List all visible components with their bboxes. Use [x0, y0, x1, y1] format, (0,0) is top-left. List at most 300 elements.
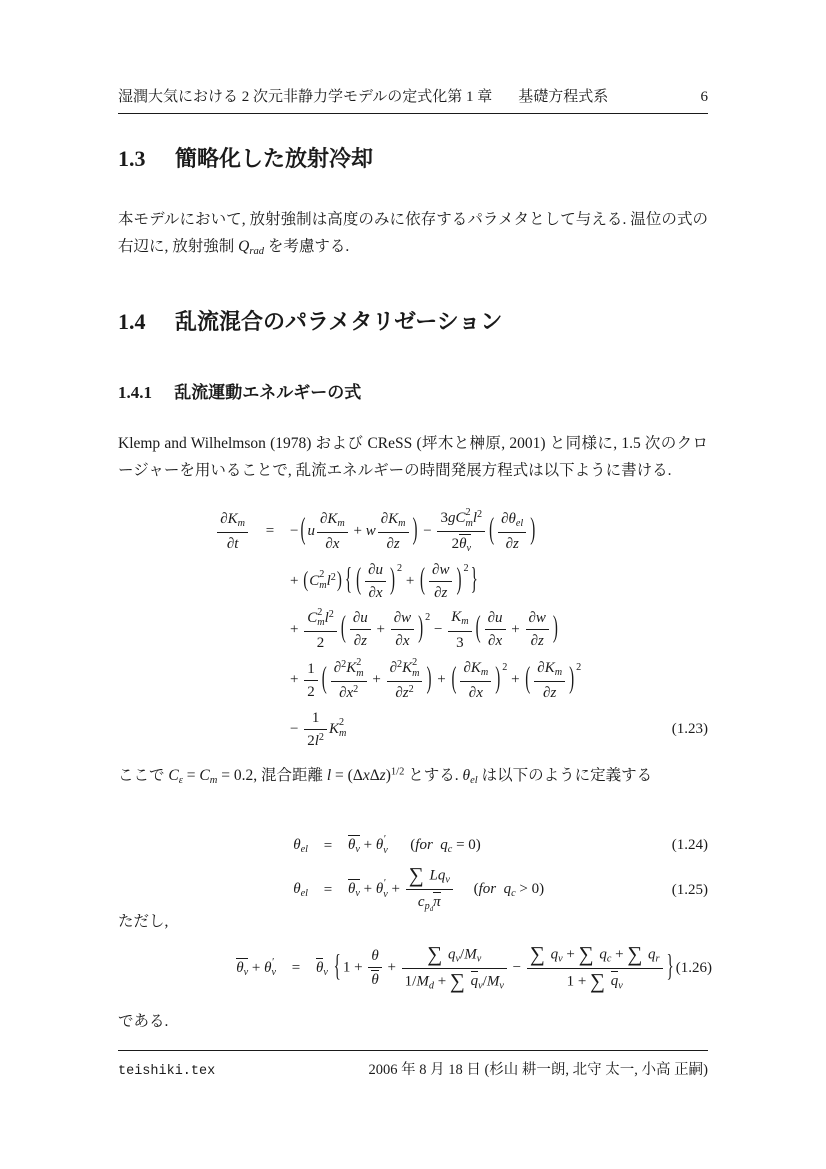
math-numerator: $\partial K_m$	[537, 659, 563, 678]
math-fraction	[368, 947, 381, 989]
math-denominator	[368, 967, 381, 989]
math-overline: θ	[371, 972, 379, 989]
equation-row	[118, 709, 708, 750]
math-fraction	[460, 659, 491, 702]
page-footer	[118, 1050, 708, 1079]
math-roman: 3	[456, 634, 464, 651]
math-delimiter: (	[300, 513, 306, 547]
math-roman: 2	[477, 509, 483, 521]
math-scripts	[383, 879, 388, 900]
math-sub: v	[618, 980, 623, 992]
math-denominator: $c_{p_d}\pi$	[406, 889, 453, 914]
math-overline: θ	[316, 959, 324, 976]
equation-rhs	[290, 658, 581, 703]
math-roman: 1	[307, 660, 315, 677]
math-roman: 2	[317, 606, 323, 618]
math-denominator: ∂z	[534, 681, 565, 702]
subsection-number: 1.4.1	[118, 383, 152, 402]
equation-number: (1.26)	[675, 959, 712, 976]
equation-row	[118, 608, 708, 652]
text-segment: を考慮する.	[263, 238, 350, 255]
equation-number: (1.23)	[671, 720, 708, 737]
math-numerator: ∑ $q_v$ + ∑ $q_c$ + ∑ $q_r$	[529, 942, 660, 966]
math-delimiter: )	[426, 662, 432, 696]
math-sub: el	[300, 887, 308, 899]
math-sub: v	[499, 980, 504, 992]
sum-symbol: ∑	[529, 942, 545, 966]
math-sup	[477, 509, 482, 520]
math-roman: 0)	[531, 881, 545, 898]
math-sub: el	[470, 775, 478, 787]
math-delimiter: (	[489, 513, 495, 547]
equation-row	[118, 658, 708, 703]
math-sup: ′	[383, 878, 386, 890]
equation-number: (1.25)	[671, 881, 708, 898]
page-header	[118, 85, 708, 114]
paragraph-radiative-cooling	[118, 206, 708, 260]
math-fraction	[402, 944, 507, 993]
math-roman: 2	[465, 507, 471, 518]
math-sub: ε	[178, 775, 183, 787]
math-sup: ′	[271, 956, 274, 968]
inline-math: $\theta_{el}$	[462, 767, 478, 787]
math-sub: el	[515, 517, 524, 529]
math-sub: v	[445, 874, 450, 886]
header-chapter: 第 1 章	[447, 89, 493, 105]
math-sub: d	[429, 906, 434, 914]
math-fraction	[304, 709, 327, 750]
inline-math: $Q_{rad}$	[238, 238, 264, 258]
section-heading-1-4	[118, 305, 708, 336]
math-delimiter: )	[495, 662, 501, 696]
subsection-title: 乱流運動エネルギーの式	[174, 383, 362, 402]
math-delimiter: )	[412, 513, 418, 547]
equation-row	[118, 508, 708, 555]
math-roman: 1/	[404, 973, 417, 990]
sum-symbol: ∑	[449, 968, 465, 993]
math-roman: 2	[318, 731, 324, 743]
math-numerator: $\partial\theta_{el}$	[501, 510, 524, 529]
math-roman: +	[391, 881, 400, 898]
math-fraction	[304, 608, 337, 652]
math-roman: 1	[311, 709, 320, 726]
math-denominator: ∂z	[350, 629, 371, 650]
math-numerator: ∂u	[487, 610, 503, 627]
math-scripts	[317, 608, 324, 629]
math-numerator: θ	[371, 948, 379, 965]
text-segment: 混合距離	[257, 767, 327, 784]
math-denominator: $1/M_d$ + ∑ $q_v/M_v$	[402, 968, 507, 993]
inline-math: $C_\varepsilon = C_m = 0.2$,	[168, 767, 258, 787]
math-fraction	[534, 659, 565, 702]
section-number: 1.4	[118, 309, 146, 334]
math-roman: +	[354, 959, 363, 976]
paragraph-dearu	[118, 1008, 708, 1035]
math-roman: −	[434, 621, 443, 638]
math-sub: r	[655, 953, 660, 965]
math-numerator: ∂w	[432, 561, 450, 578]
math-roman: =	[323, 837, 333, 854]
math-roman: +	[290, 621, 299, 638]
equation-lhs: $\theta_{el}$	[293, 836, 308, 855]
math-sup	[397, 563, 402, 574]
math-roman: +	[251, 959, 261, 976]
paragraph-closure-intro	[118, 430, 708, 484]
math-scripts	[412, 658, 419, 679]
math-numerator: $\partial K_m$	[319, 510, 345, 529]
math-fraction	[485, 609, 506, 650]
math-denominator: ∂x	[365, 581, 386, 602]
math-roman: 2	[328, 608, 334, 620]
math-roman: 3	[440, 510, 448, 527]
math-roman: 2	[463, 562, 469, 574]
math-roman: 1	[342, 959, 351, 976]
math-numerator: $\partial K_m$	[220, 510, 245, 529]
math-delimiter: (	[451, 662, 457, 696]
math-roman: 2	[330, 571, 336, 583]
math-fraction	[526, 609, 549, 650]
header-page-number: 6	[700, 89, 708, 105]
math-sub: v	[323, 966, 328, 978]
math-roman: +	[372, 671, 381, 688]
math-scripts	[356, 658, 363, 679]
math-scripts	[383, 835, 388, 856]
math-sub: m	[461, 616, 469, 628]
math-roman: =	[265, 523, 275, 540]
math-sub: m	[398, 517, 406, 529]
math-numerator: 3gC 2 m $l^2$	[440, 507, 483, 529]
equation-relation	[276, 959, 316, 977]
equation-row	[118, 942, 712, 993]
section-title: 乱流混合のパラメタリゼーション	[175, 309, 503, 334]
math-fraction	[317, 510, 348, 553]
sum-symbol: ∑	[408, 863, 424, 888]
math-sup	[576, 662, 581, 673]
math-numerator: ∂$^2$K 2 m	[333, 657, 364, 679]
math-denominator	[437, 531, 485, 554]
paragraph-theta-el-definition	[118, 762, 708, 789]
math-roman: +	[405, 572, 415, 589]
math-delimiter: {	[344, 563, 353, 597]
math-roman: 2	[396, 562, 403, 574]
math-overline: q	[470, 973, 479, 990]
math-sup	[319, 732, 324, 743]
math-denominator	[304, 631, 337, 652]
math-sup: ′	[383, 834, 386, 845]
math-numerator: ∑ $Lq_v$	[408, 863, 450, 888]
math-delimiter: {	[333, 950, 341, 984]
math-delimiter: (	[475, 612, 481, 646]
equation-rhs	[290, 608, 560, 652]
math-sub: v	[455, 953, 461, 965]
math-roman: 2	[576, 662, 582, 673]
paragraph-tadashi	[118, 908, 708, 935]
equation-1-23	[118, 502, 708, 756]
math-denominator: ∂x	[485, 629, 506, 650]
math-sub: v	[355, 844, 360, 856]
math-roman: 0)	[468, 837, 481, 854]
math-roman: 2	[451, 536, 460, 553]
footer-filename: teishiki.tex	[118, 1064, 216, 1079]
math-roman: =	[323, 882, 333, 899]
math-sup	[409, 684, 414, 695]
equation-rhs: $\theta_v + \theta$ ′ v + ∑ $Lq_v$ $c_{p_d}\pi$ (for $q_c > 0$)	[348, 863, 545, 914]
math-roman: =	[186, 767, 196, 784]
math-roman: −	[290, 522, 299, 539]
equation-1-26	[118, 938, 712, 999]
math-sub: v	[558, 953, 563, 965]
math-sub: m	[480, 666, 489, 678]
math-roman: 2	[316, 635, 325, 652]
math-overline: π	[433, 894, 441, 911]
math-delimiter: (	[356, 563, 362, 597]
math-delimiter: }	[470, 563, 478, 597]
header-chapter-title: 基礎方程式系	[518, 89, 609, 105]
math-roman: =	[221, 767, 230, 784]
math-roman: 2	[408, 684, 414, 696]
math-denominator: $2l^2$	[304, 729, 327, 750]
math-denominator	[304, 680, 318, 701]
math-sup	[353, 684, 358, 695]
math-numerator: ∂u	[352, 610, 368, 627]
math-delimiter: )	[456, 563, 462, 597]
math-sub: d	[428, 980, 434, 992]
math-roman: 2	[356, 657, 362, 669]
math-overline: q	[610, 973, 619, 990]
math-fraction	[429, 561, 452, 602]
math-numerator	[304, 709, 327, 729]
math-roman: +	[511, 671, 520, 688]
math-scripts	[339, 718, 346, 739]
math-fraction	[527, 944, 663, 993]
math-roman: +	[566, 946, 575, 963]
math-roman: /	[482, 973, 487, 990]
math-roman: −	[290, 720, 299, 737]
math-denominator: ∂z	[498, 532, 526, 553]
math-sub: v	[476, 953, 482, 965]
section-title: 簡略化した放射冷却	[175, 146, 374, 171]
math-fraction	[437, 508, 485, 555]
math-numerator: ∂u	[368, 561, 383, 578]
math-sub: m	[209, 775, 218, 787]
math-overline: $\theta_v$	[348, 881, 360, 900]
section-number: 1.3	[118, 146, 146, 171]
math-sup	[329, 609, 334, 620]
sum-symbol: ∑	[427, 942, 443, 966]
math-delimiter: (	[321, 662, 327, 696]
math-roman: 2	[353, 684, 359, 696]
math-sub: m	[237, 517, 245, 529]
math-numerator: C 2 m $l^2$	[307, 606, 334, 629]
footer-date-authors: 2006 年 8 月 18 日 (杉山 耕一朗, 北守 太一, 小高 正嗣)	[368, 1062, 708, 1078]
math-roman: +	[290, 572, 299, 589]
sum-symbol: ∑	[590, 968, 606, 993]
math-overline: $\theta_v$	[236, 959, 249, 978]
math-roman: =	[456, 837, 465, 854]
math-sub: m	[317, 617, 325, 629]
math-denominator: ∂x	[460, 681, 491, 702]
math-fraction	[391, 609, 414, 650]
sum-symbol: ∑	[627, 942, 643, 966]
math-delimiter: )	[569, 662, 575, 696]
math-roman: +	[577, 973, 587, 990]
text-segment: は以下のように定義する	[477, 767, 653, 784]
math-roman: >	[519, 881, 528, 898]
math-sub: m	[412, 667, 420, 679]
math-numerator: $\partial K_m$	[463, 659, 489, 678]
math-delimiter: )	[552, 612, 558, 646]
math-sub: v	[355, 888, 360, 900]
equation-number: (1.24)	[671, 837, 708, 854]
math-roman: +	[387, 959, 396, 976]
math-roman: 0.2,	[233, 767, 258, 784]
math-sub: m	[339, 728, 347, 740]
math-sub: c	[606, 953, 612, 965]
math-roman: 2	[425, 611, 431, 623]
math-sub: v	[383, 844, 388, 856]
math-numerator: $K_m$	[451, 609, 469, 628]
text-segment: である.	[118, 1013, 169, 1030]
math-numerator: ∂$^2$K 2 m	[389, 657, 420, 679]
math-denominator	[448, 631, 471, 652]
subsection-heading-1-4-1	[118, 378, 708, 403]
math-overline: $\theta_v$	[459, 536, 471, 555]
equation-rhs: $\theta_v + \theta$ ′ v (for $q_c = 0$)	[348, 834, 481, 856]
math-sup	[463, 563, 468, 574]
math-roman: +	[290, 671, 299, 688]
math-denominator: ∂z	[429, 581, 452, 602]
math-fraction	[331, 658, 367, 703]
math-sub: v	[243, 966, 249, 978]
equation-rhs: − $\frac{1}{2l^2}$ K 2 m	[290, 709, 347, 749]
math-roman: (	[410, 837, 416, 854]
equation-row	[118, 835, 708, 856]
math-roman: (Δ	[347, 767, 363, 784]
equation-relation	[250, 522, 290, 540]
math-sub: m	[356, 667, 364, 679]
equation-lhs: $\theta_{el}$	[293, 880, 308, 899]
math-scripts	[466, 508, 473, 529]
math-roman: 2	[339, 717, 345, 729]
math-roman: +	[363, 881, 373, 898]
math-roman: 2	[307, 732, 315, 749]
math-delimiter: (	[525, 662, 531, 696]
math-sub: v	[466, 543, 471, 555]
math-delimiter: (	[340, 612, 346, 646]
math-delimiter: )	[389, 563, 395, 597]
math-sub: m	[319, 580, 327, 592]
math-roman: +	[437, 973, 447, 990]
math-roman: +	[437, 671, 446, 688]
text-segment: ここで	[118, 767, 169, 784]
math-sub: v	[271, 967, 276, 979]
equation-rhs	[316, 944, 676, 993]
math-roman: +	[353, 522, 362, 539]
inline-math: $l = (\Delta x\Delta z)^{1/2}$	[326, 766, 405, 784]
math-roman: +	[363, 837, 373, 854]
math-sub: el	[300, 843, 308, 855]
math-fraction	[448, 608, 471, 651]
equation-rhs: − ( u $\frac{\partial K_m}{\partial x}$ + w $\frac{\partial K_m}{\partial z}$ ) − 3gC 2 m $l^2$ $2\theta_v$ ( $\partial\theta_{el}$ ∂z )	[290, 507, 536, 555]
math-sub: pd	[424, 901, 434, 914]
math-sub: c	[447, 844, 453, 856]
math-denominator: $\partial z^2$	[387, 681, 423, 702]
math-numerator: ∂w	[528, 610, 546, 627]
math-overline: $\theta_v$	[348, 837, 360, 856]
text-segment: とする.	[404, 767, 463, 784]
math-sup	[502, 662, 507, 673]
math-roman: +	[376, 621, 385, 638]
math-delimiter: )	[418, 612, 424, 646]
equation-lhs	[118, 510, 250, 553]
math-delimiter: (	[420, 563, 426, 597]
math-delimiter: )	[530, 513, 536, 547]
math-numerator	[304, 660, 318, 680]
math-roman: −	[423, 522, 432, 539]
math-numerator: $\partial K_m$	[380, 510, 406, 529]
math-roman: =	[291, 960, 301, 977]
math-fraction	[378, 510, 409, 553]
math-roman: 1/2	[390, 766, 405, 778]
math-roman: 1	[566, 973, 575, 990]
math-delimiter: (	[303, 568, 309, 593]
math-roman: /	[460, 946, 465, 963]
math-sub: m	[465, 517, 473, 529]
math-fraction	[350, 609, 371, 650]
header-doc-title: 湿潤大気における 2 次元非静力学モデルの定式化	[118, 89, 448, 105]
math-delimiter: }	[666, 950, 674, 984]
math-denominator: ∂z	[378, 532, 409, 553]
math-roman: +	[511, 621, 520, 638]
math-numerator: ∂w	[393, 610, 412, 627]
math-roman: 2	[397, 659, 403, 671]
math-sup	[425, 612, 430, 623]
math-denominator	[527, 968, 663, 993]
math-fraction	[498, 510, 526, 553]
math-roman: 2	[502, 662, 508, 673]
math-roman: 2	[341, 659, 347, 671]
math-sup	[341, 659, 346, 670]
math-fraction	[387, 658, 423, 703]
math-denominator: ∂t	[217, 532, 248, 553]
math-roman: −	[512, 959, 522, 976]
math-roman: 2	[412, 657, 418, 669]
math-fraction	[304, 660, 318, 701]
math-roman: +	[615, 946, 624, 963]
math-roman: 2	[307, 683, 315, 700]
math-roman: (	[473, 881, 479, 898]
math-roman: )	[385, 767, 391, 784]
math-sup	[391, 767, 404, 778]
math-fraction	[217, 510, 248, 553]
equation-relation	[308, 837, 348, 855]
math-sub: v	[383, 889, 388, 901]
math-fraction	[365, 561, 386, 602]
sum-symbol: ∑	[578, 942, 594, 966]
math-sub: c	[511, 888, 516, 900]
equation-rhs: + (C 2 m $l^2$) { ( $\frac{\partial u}{\partial x}$ ) $^2$ + ( $\frac{\partial w}{\partial z}$ ) $^2$ }	[290, 561, 478, 601]
math-denominator: ∂z	[526, 629, 549, 650]
text-segment: 本モデルにおいて, 放射強制は高度のみに依存するパラメタとして与える. 温位の式の右辺に, 放射強制	[118, 211, 708, 255]
math-roman: Δ	[369, 767, 380, 784]
math-sup	[397, 659, 402, 670]
math-sub: m	[554, 666, 563, 678]
math-delimiter: )	[336, 568, 342, 593]
equation-relation	[308, 881, 348, 899]
math-roman: 2	[319, 569, 325, 581]
equation-row	[118, 561, 708, 602]
math-denominator: $\partial x^2$	[331, 681, 367, 702]
